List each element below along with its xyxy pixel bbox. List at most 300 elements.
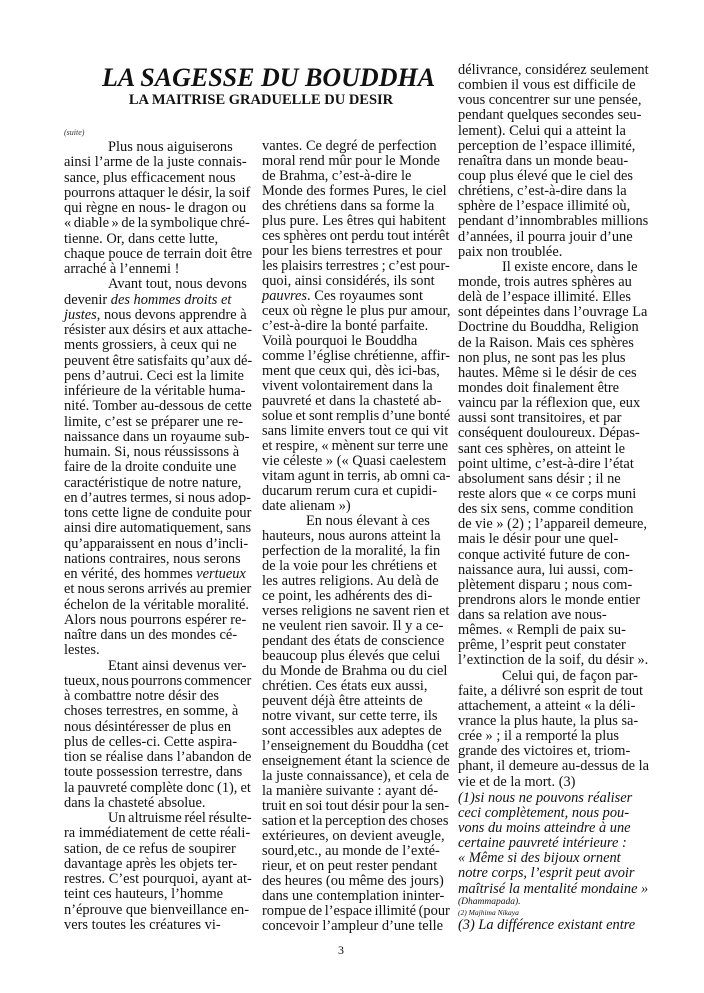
text-line [64, 872, 252, 887]
text-line [262, 919, 450, 934]
text-segment: ne veulent rien savoir. Il y a ce- [262, 618, 444, 634]
text-segment: Alors nous pourrons espérer re- [64, 611, 247, 628]
text-column-3 [458, 63, 654, 790]
text-segment: sation, de ce refus de soupirer [64, 840, 236, 857]
text-line [262, 169, 450, 184]
text-line [458, 184, 654, 199]
text-line [262, 529, 450, 544]
text-line [262, 289, 450, 304]
text-line [64, 216, 252, 231]
text-line [64, 506, 252, 521]
text-segment: chrétien. Ces états eux aussi, [262, 678, 428, 694]
text-segment: sphère de l’espace illimité où, [458, 198, 631, 215]
text-line [262, 679, 450, 694]
text-segment: nations contraires, nous serons [64, 550, 241, 567]
text-segment: verses religions ne savent rien et [262, 603, 450, 619]
text-segment: humain. Si, nous réussissons à [64, 444, 240, 460]
text-line [458, 699, 654, 714]
text-segment: teint ces hauteurs, l’homme [64, 886, 224, 903]
text-line [262, 214, 450, 229]
text-line [458, 653, 654, 668]
text-line [458, 669, 654, 684]
text-segment: naissance dans un royaume sub- [64, 428, 250, 445]
text-line [262, 784, 450, 799]
text-line [458, 381, 654, 396]
text-line [64, 277, 252, 292]
continuation-label: (suite) [64, 128, 85, 137]
text-segment: rompue de l’espace illimité (pour [262, 903, 450, 919]
text-segment: dans une contemplation ininter- [262, 888, 445, 904]
text-segment: plus de celles-ci. Cette aspira- [64, 733, 238, 750]
text-line [262, 754, 450, 769]
text-segment: qui règne en nous- le dragon ou [64, 200, 247, 216]
text-line [262, 694, 450, 709]
text-segment: rieur, et on peut rester pendant [262, 858, 438, 874]
text-line [262, 619, 450, 634]
text-segment: Celui qui, de façon par- [502, 667, 638, 684]
italic-text: justes [64, 306, 97, 323]
text-line [262, 814, 450, 829]
text-line [64, 186, 252, 201]
text-line [262, 589, 450, 604]
text-line [458, 442, 654, 457]
text-line [458, 517, 654, 532]
text-segment: mondes doit finalement être [458, 379, 620, 396]
text-line [458, 366, 654, 381]
text-line [64, 781, 252, 796]
text-line [458, 275, 654, 290]
text-segment: sans limite envers tout ce qui vit [262, 423, 449, 439]
text-line [262, 274, 450, 289]
text-line [64, 704, 252, 719]
text-segment: ce point, les adhérents des di- [262, 588, 433, 604]
text-segment: l’enseignement du Bouddha (cet [262, 738, 449, 754]
text-line [262, 259, 450, 274]
text-line [458, 897, 654, 908]
text-line [64, 720, 252, 735]
text-segment: absolument sans désir ; il ne [458, 470, 621, 487]
text-line [262, 319, 450, 334]
text-segment: sont accessibles aux adeptes de [262, 723, 442, 739]
text-line [262, 649, 450, 664]
text-line [458, 638, 654, 653]
text-line [64, 582, 252, 597]
text-segment: n’éprouve que bienveillance en- [64, 901, 249, 918]
text-line [262, 379, 450, 394]
text-line [458, 851, 654, 866]
text-line [64, 354, 252, 369]
text-line [262, 469, 450, 484]
text-segment: ainsi l’arme de la juste connais- [64, 154, 247, 171]
text-segment: lestes. [64, 642, 100, 659]
text-line [262, 394, 450, 409]
text-segment: pens d’autrui. Ceci est la limite [64, 367, 244, 384]
text-segment: comme l’église chrétienne, affir- [262, 348, 451, 364]
text-segment: la juste connaissance), et cela de [262, 768, 449, 784]
text-segment: Avant tout, nous devons [108, 276, 247, 293]
text-line [262, 544, 450, 559]
text-segment: moral rend mûr pour le Monde [262, 153, 440, 169]
text-segment: pourrons attaquer le désir, la soif [64, 184, 251, 201]
text-line [262, 604, 450, 619]
text-line [64, 232, 252, 247]
text-segment: non plus, ne sont pas les plus [458, 349, 626, 366]
text-line [64, 171, 252, 186]
text-segment: sourd,etc., au monde de l’exté- [262, 843, 440, 859]
text-segment: vons du moins atteindre à une [458, 820, 631, 837]
text-line [458, 169, 654, 184]
text-line [262, 709, 450, 724]
text-line [458, 411, 654, 426]
text-line [64, 521, 252, 536]
text-segment: échelon de la véritable moralité. [64, 596, 249, 613]
text-line [64, 140, 252, 155]
text-line [262, 769, 450, 784]
text-line [458, 108, 654, 123]
text-line [458, 882, 654, 897]
text-line [458, 260, 654, 275]
text-column-2 [262, 139, 450, 934]
text-line [458, 336, 654, 351]
text-line [262, 484, 450, 499]
text-line [458, 593, 654, 608]
text-segment: mais le désir pour une quel- [458, 531, 619, 548]
text-line [262, 514, 450, 529]
text-line [458, 578, 654, 593]
page-number: 3 [338, 943, 344, 957]
text-line [262, 244, 450, 259]
text-line [458, 396, 654, 411]
text-line [458, 608, 654, 623]
text-segment: pour les biens terrestres et pour [262, 243, 443, 259]
text-line [458, 744, 654, 759]
text-segment: du Monde de Brahma ou du ciel [262, 663, 448, 679]
text-segment: certaine pauvreté intérieure : [458, 835, 627, 852]
text-line [64, 765, 252, 780]
text-line [64, 552, 252, 567]
text-segment: truit en soi tout désir pour la sen- [262, 798, 450, 814]
text-segment: perception de l’espace illimité, [458, 137, 636, 154]
text-line [458, 290, 654, 305]
text-segment: vaincu par la réflexion que, eux [458, 395, 641, 412]
text-line [458, 93, 654, 108]
text-line [458, 78, 654, 93]
text-segment: renaîtra dans un monde beau- [458, 152, 629, 169]
text-line [458, 866, 654, 881]
text-segment: tienne. Or, dans cette lutte, [64, 230, 219, 247]
text-line [64, 628, 252, 643]
text-segment: nité. Tomber au-dessous de cette [64, 398, 252, 415]
text-line [458, 918, 654, 933]
text-segment: Un altruisme réel résulte- [108, 810, 252, 826]
text-line [262, 184, 450, 199]
text-segment: ra immédiatement de cette réali- [64, 825, 251, 842]
text-segment: les autres religions. Au delà de [262, 573, 439, 589]
text-segment: à combattre notre désir des [64, 688, 220, 704]
text-segment: Monde des formes Pures, le ciel [262, 183, 447, 199]
text-line [458, 63, 654, 78]
text-line [458, 623, 654, 638]
text-segment: ducarum rerum cura et cupidi- [262, 483, 438, 499]
text-segment: conséquent douloureux. Dépas- [458, 425, 640, 442]
text-segment: extérieures, on devient aveugle, [262, 828, 445, 844]
text-segment: Etant ainsi devenus ver- [108, 657, 247, 674]
text-segment: aussi sont transitoires, et par [458, 410, 622, 427]
text-segment: inférieure de la véritable huma- [64, 383, 246, 399]
text-segment: ceux où règne le plus pur amour, [262, 303, 451, 319]
text-segment: faire de la droite conduite une [64, 459, 237, 476]
text-segment: (Dhammapada). [458, 896, 521, 907]
italic-text: des hommes droits et [110, 291, 232, 308]
text-segment: faite, a délivré son esprit de tout [458, 682, 644, 699]
text-line [64, 826, 252, 841]
text-segment: de vie » (2) ; l’appareil demeure, [458, 516, 647, 533]
text-line [64, 415, 252, 430]
text-segment: naissance aura, lui aussi, com- [458, 561, 634, 578]
text-segment: solue et sont remplis d’une bonté [262, 408, 451, 424]
text-segment: mêmes. « Rempli de paix su- [458, 622, 626, 639]
page-subtitle: LA MAITRISE GRADUELLE DU DESIR [128, 92, 394, 108]
text-line [458, 759, 654, 774]
text-segment: vivent volontairement dans la [262, 378, 433, 394]
text-segment: pendant d’innombrables millions [458, 213, 649, 230]
text-segment: vous concentrer sur une pensée, [458, 92, 642, 109]
text-segment: l’extinction de la soif, du désir ». [458, 652, 649, 669]
text-line [64, 460, 252, 475]
text-segment: maîtrisé la mentalité mondaine » [458, 880, 649, 897]
text-line [262, 199, 450, 214]
text-line [64, 262, 252, 277]
text-segment: de la Raison. Mais ces sphères [458, 334, 634, 351]
text-segment: vrance la plus haute, la plus sa- [458, 713, 639, 730]
text-segment: sance, plus efficacement nous [64, 169, 236, 186]
text-segment: reste alors que « ce corps muni [458, 485, 637, 502]
text-line [64, 445, 252, 460]
text-line [458, 548, 654, 563]
text-line [458, 502, 654, 517]
text-line [64, 857, 252, 872]
text-line [262, 349, 450, 364]
text-segment: Voilà pourquoi le Bouddha [262, 333, 418, 349]
text-line [262, 829, 450, 844]
text-segment: devenir [64, 291, 111, 308]
italic-text: vertueux [196, 566, 246, 582]
text-line [64, 887, 252, 902]
text-line [64, 689, 252, 704]
text-segment: phant, il demeure au-dessus de la [458, 758, 650, 775]
text-segment: limite, c’est se préparer une re- [64, 413, 243, 430]
text-line [458, 199, 654, 214]
text-line [64, 323, 252, 338]
text-segment: tueux, nous pourrons commencer [64, 672, 252, 689]
text-segment: chrétiens, c’est-à-dire dans la [458, 183, 627, 200]
text-line [64, 918, 252, 933]
text-segment: hautes. Même si le désir de ces [458, 364, 637, 381]
text-segment: arraché à l’ennemi ! [64, 261, 180, 277]
text-segment: peuvent déjà être atteints de [262, 693, 423, 709]
text-segment: combien il vous est difficile de [458, 77, 636, 94]
text-segment: (1)si nous ne pouvons réaliser [458, 790, 633, 806]
text-line [64, 155, 252, 170]
text-line [458, 775, 654, 790]
text-line [458, 487, 654, 502]
text-line [262, 364, 450, 379]
text-segment: Doctrine du Bouddha, Religion [458, 319, 639, 336]
text-segment: Plus nous aiguiserons [108, 139, 233, 155]
text-segment: dans la chasteté absolue. [64, 794, 206, 811]
text-segment: conque activité future de con- [458, 546, 630, 563]
text-segment: (3) La différence existant entre [458, 916, 636, 933]
text-line [64, 384, 252, 399]
page-title: LA SAGESSE DU BOUDDHA [102, 63, 436, 92]
text-line [262, 889, 450, 904]
text-line [262, 574, 450, 589]
text-segment: délivrance, considérez seulement [458, 62, 649, 78]
text-line [458, 139, 654, 154]
text-segment: « diable » de la symbolique chré- [64, 215, 250, 232]
text-line [64, 491, 252, 506]
text-line [262, 724, 450, 739]
text-line [458, 684, 654, 699]
text-segment: tons cette ligne de conduite pour [64, 505, 252, 521]
text-line [262, 409, 450, 424]
text-segment: « Même si des bijoux ornent [458, 850, 621, 867]
text-line [262, 229, 450, 244]
text-segment: hauteurs, nous aurons atteint la [262, 528, 441, 544]
text-line [64, 598, 252, 613]
text-segment: plètement disparu ; nous com- [458, 576, 633, 593]
text-line [64, 613, 252, 628]
text-line [458, 305, 654, 320]
text-segment: de la voie pour les chrétiens et [262, 558, 438, 574]
text-segment: lement). Celui qui a atteint la [458, 122, 626, 139]
text-segment: ment que ceux qui, dès ici-bas, [262, 363, 440, 379]
text-segment: et respire, « mènent sur terre une [262, 438, 448, 454]
text-line [64, 537, 252, 552]
text-line [262, 139, 450, 154]
text-line [262, 844, 450, 859]
text-segment: chaque pouce de terrain doit être [64, 245, 253, 262]
text-line [262, 424, 450, 439]
text-segment: prême, l’esprit peut constater [458, 637, 626, 654]
text-segment: résister aux désirs et aux attache- [64, 322, 253, 338]
text-segment: prendrons alors le monde entier [458, 591, 641, 608]
text-line [458, 426, 654, 441]
text-segment: ainsi dire automatiquement, sans [64, 520, 252, 537]
text-segment: en d’autres termes, si nous adop- [64, 489, 251, 506]
text-segment: des chrétiens dans sa forme la [262, 198, 435, 214]
text-line [458, 714, 654, 729]
text-segment: dans sa relation ave nous- [458, 607, 607, 624]
text-segment: crée » ; il a remporté la plus [458, 728, 620, 745]
text-segment: des six sens, comme condition [458, 501, 634, 518]
text-segment: delà de l’espace illimité. Elles [458, 289, 632, 306]
text-segment: la pauvreté complète donc (1), et [64, 779, 251, 796]
text-segment: plus pure. Les êtres qui habitent [262, 213, 446, 229]
text-segment: vantes. Ce degré de perfection [262, 138, 437, 154]
text-line [458, 320, 654, 335]
text-segment: grande des victoires et, triom- [458, 743, 631, 760]
text-line [64, 293, 252, 308]
text-segment: les plaisirs terrestres ; c’est pour- [262, 258, 450, 274]
text-segment: ces sphères ont perdu tout intérêt [262, 228, 450, 244]
text-segment: restres. C’est pourquoi, ayant at- [64, 871, 252, 887]
text-segment: ments grossiers, à ceux qui ne [64, 337, 237, 354]
text-line [458, 729, 654, 744]
text-line [458, 821, 654, 836]
text-segment: ceci complètement, nous pou- [458, 805, 630, 822]
text-segment: pendant quelques secondes seu- [458, 107, 642, 124]
text-segment: qu’apparaissent en nous d’incli- [64, 535, 249, 552]
text-line [262, 664, 450, 679]
text-line [458, 230, 654, 245]
text-segment: et nous serons arrivés au premier [64, 581, 252, 598]
text-line [64, 903, 252, 918]
text-line [64, 308, 252, 323]
text-segment: toute possession terrestre, dans [64, 764, 243, 781]
text-segment: d’années, il pourra jouir d’une [458, 228, 633, 245]
text-line [64, 643, 252, 658]
text-segment: En nous élevant à ces [306, 513, 430, 529]
text-line [262, 859, 450, 874]
text-line [262, 799, 450, 814]
text-segment: pendant des états de conscience [262, 633, 445, 649]
text-segment: point ultime, c’est-à-dire l’état [458, 455, 634, 472]
text-segment: choses terrestres, en somme, à [64, 703, 239, 720]
text-segment: . Ces royaumes sont [307, 288, 423, 304]
text-segment: des heures (ou même des jours) [262, 873, 444, 889]
text-line [64, 338, 252, 353]
text-segment: coup plus élevé que le ciel des [458, 167, 634, 184]
text-line [458, 532, 654, 547]
text-line [64, 750, 252, 765]
text-column-1 [64, 140, 252, 933]
text-line [64, 369, 252, 384]
text-segment: tion se réalise dans l’abandon de [64, 749, 252, 765]
text-segment: sant ces sphères, on atteint le [458, 440, 626, 457]
text-line [458, 214, 654, 229]
text-line [458, 563, 654, 578]
text-segment: monde, trois autres sphères au [458, 273, 632, 290]
text-segment: quoi, ainsi considérés, ils sont [262, 273, 435, 289]
text-segment: c’est-à-dire la bonté parfaite. [262, 318, 429, 334]
text-line [458, 245, 654, 260]
text-line [262, 904, 450, 919]
text-line [64, 674, 252, 689]
text-segment: vie céleste » (« Quasi caelestem [262, 453, 447, 469]
text-segment: enseignement étant la science de [262, 753, 450, 769]
text-segment: sont dépeintes dans l’ouvrage La [458, 304, 648, 321]
text-line [64, 659, 252, 674]
text-line [262, 439, 450, 454]
text-line [262, 334, 450, 349]
text-line [458, 791, 654, 806]
text-line [262, 454, 450, 469]
text-segment: de Brahma, c’est-à-dire le [262, 168, 412, 184]
text-line [64, 567, 252, 582]
text-line [262, 739, 450, 754]
text-segment: vie et de la mort. (3) [458, 773, 576, 790]
text-line [458, 806, 654, 821]
text-segment: Il existe encore, dans le [502, 258, 638, 275]
text-line [262, 154, 450, 169]
text-segment: paix non troublée. [458, 243, 563, 260]
text-line [262, 634, 450, 649]
text-line [458, 351, 654, 366]
text-segment: peuvent être satisfaits qu’aux dé- [64, 352, 253, 369]
text-segment: beaucoup plus élevés que celui [262, 648, 441, 664]
text-line [458, 472, 654, 487]
